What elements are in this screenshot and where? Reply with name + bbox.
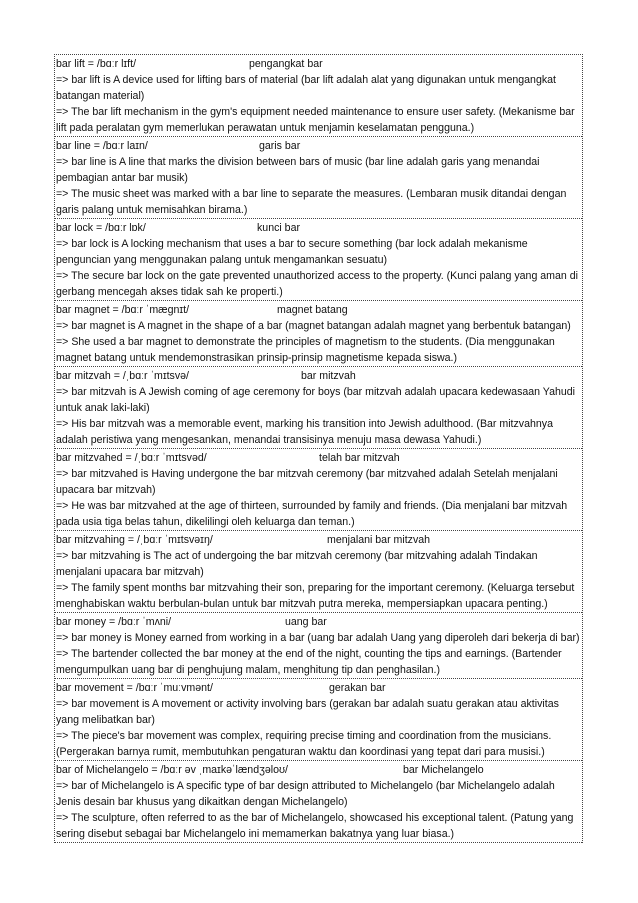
term-definition: => bar movement is A movement or activity involving bars (gerakan bar adalah suatu gerakan atau aktivitas yang melibatkan bar) [56,698,559,726]
term-translation: pengangkat bar [249,58,323,70]
term-pronunciation: bar line = /bɑːr laɪn/ [56,140,148,152]
term-translation: kunci bar [257,222,300,234]
term-example: => The music sheet was marked with a bar line to separate the measures. (Lembaran musik ditandai dengan garis palang untuk memisahkan birama.) [56,188,567,216]
term-definition: => bar lift is A device used for lifting bars of material (bar lift adalah alat yang digunakan untuk mengangkat batangan material) [56,74,556,102]
term-pronunciation: bar mitzvah = /ˌbɑːr ˈmɪtsvə/ [56,370,189,382]
term-translation: bar Michelangelo [403,764,484,776]
term-example: => The bartender collected the bar money at the end of the night, counting the tips and earnings. (Bartender mengumpulkan uang bar di penghujung malam, menghitung tip dan penghasilan.) [56,648,562,676]
glossary-entry [55,679,582,761]
term-example: => The family spent months bar mitzvahing their son, preparing for the important ceremony. (Keluarga tersebut menghabiskan waktu berbulan-bulan untuk bar mitzvah putra mereka, mempersiapkan upacara penting.) [56,582,575,610]
entry-headline [56,56,581,72]
glossary-list [54,54,583,843]
term-definition: => bar money is Money earned from working in a bar (uang bar adalah Uang yang diperoleh dari bekerja di bar) [56,632,580,644]
term-definition: => bar mitzvah is A Jewish coming of age ceremony for boys (bar mitzvah adalah upacara kedewasaan Yahudi untuk anak laki-laki) [56,386,575,414]
entry-headline [56,532,581,548]
term-example: => The bar lift mechanism in the gym's equipment needed maintenance to ensure user safety. (Mekanisme bar lift pada peralatan gym memerlukan perawatan untuk menjamin keselamatan pengguna.) [56,106,575,134]
term-definition: => bar magnet is A magnet in the shape of a bar (magnet batangan adalah magnet yang berbentuk batangan) [56,320,571,332]
term-pronunciation: bar lock = /bɑːr lɒk/ [56,222,146,234]
term-definition: => bar line is A line that marks the division between bars of music (bar line adalah garis yang menandai pembagian antar bar musik) [56,156,540,184]
entry-headline [56,450,581,466]
term-translation: magnet batang [277,304,348,316]
glossary-entry [55,219,582,301]
term-translation: telah bar mitzvah [319,452,400,464]
term-pronunciation: bar mitzvahing = /ˌbɑːr ˈmɪtsvəɪŋ/ [56,534,213,546]
term-definition: => bar of Michelangelo is A specific type of bar design attributed to Michelangelo (bar Michelangelo adalah Jenis desain bar khusus yang dikaitkan dengan Michelangelo) [56,780,555,808]
entry-headline [56,138,581,154]
entry-headline [56,220,581,236]
glossary-entry [55,531,582,613]
glossary-entry [55,761,582,843]
term-pronunciation: bar money = /bɑːr ˈmʌni/ [56,616,172,628]
glossary-entry [55,301,582,367]
term-pronunciation: bar movement = /bɑːr ˈmuːvmənt/ [56,682,213,694]
term-pronunciation: bar magnet = /bɑːr ˈmæɡnɪt/ [56,304,190,316]
term-pronunciation: bar of Michelangelo = /bɑːr əv ˌmaɪkəˈlændʒəloʊ/ [56,764,288,776]
term-translation: menjalani bar mitzvah [327,534,431,546]
term-definition: => bar lock is A locking mechanism that uses a bar to secure something (bar lock adalah mekanisme penguncian yang menggunakan palang untuk mengamankan sesuatu) [56,238,528,266]
glossary-entry [55,137,582,219]
term-example: => The sculpture, often referred to as the bar of Michelangelo, showcased his exceptional talent. (Patung yang sering disebut sebagai bar Michelangelo ini memamerkan bakatnya yang luar biasa.) [56,812,574,840]
entry-headline [56,302,581,318]
term-translation: bar mitzvah [301,370,356,382]
entry-headline [56,680,581,696]
term-pronunciation: bar mitzvahed = /ˌbɑːr ˈmɪtsvəd/ [56,452,207,464]
term-example: => He was bar mitzvahed at the age of thirteen, surrounded by family and friends. (Dia menjalani bar mitzvah pada usia tiga belas tahun, dikelilingi oleh keluarga dan teman.) [56,500,568,528]
glossary-entry [55,367,582,449]
term-translation: gerakan bar [329,682,386,694]
term-translation: uang bar [285,616,327,628]
term-example: => The secure bar lock on the gate prevented unauthorized access to the property. (Kunci palang yang aman di gerbang mencegah akses tidak sah ke properti.) [56,270,578,298]
term-definition: => bar mitzvahing is The act of undergoing the bar mitzvah ceremony (bar mitzvahing adalah Tindakan menjalani upacara bar mitzvah) [56,550,538,578]
entry-headline [56,762,581,778]
glossary-entry [55,55,582,137]
term-example: => His bar mitzvah was a memorable event, marking his transition into Jewish adulthood. (Bar mitzvahnya adalah peristiwa yang mengesankan, menandai transisinya menuju masa dewasa Yahudi.) [56,418,553,446]
term-example: => The piece's bar movement was complex, requiring precise timing and coordination from the musicians. (Pergerakan barnya rumit, membutuhkan pengaturan waktu dan koordinasi yang tepat dari para musisi.) [56,730,552,758]
entry-headline [56,368,581,384]
term-example: => She used a bar magnet to demonstrate the principles of magnetism to the students. (Dia menggunakan magnet batang untuk mendemonstrasikan prinsip-prinsip magnetisme kepada siswa.) [56,336,555,364]
glossary-entry [55,449,582,531]
term-definition: => bar mitzvahed is Having undergone the bar mitzvah ceremony (bar mitzvahed adalah Setelah menjalani upacara bar mitzvah) [56,468,558,496]
term-pronunciation: bar lift = /bɑːr lɪft/ [56,58,137,70]
entry-headline [56,614,581,630]
term-translation: garis bar [259,140,301,152]
glossary-entry [55,613,582,679]
